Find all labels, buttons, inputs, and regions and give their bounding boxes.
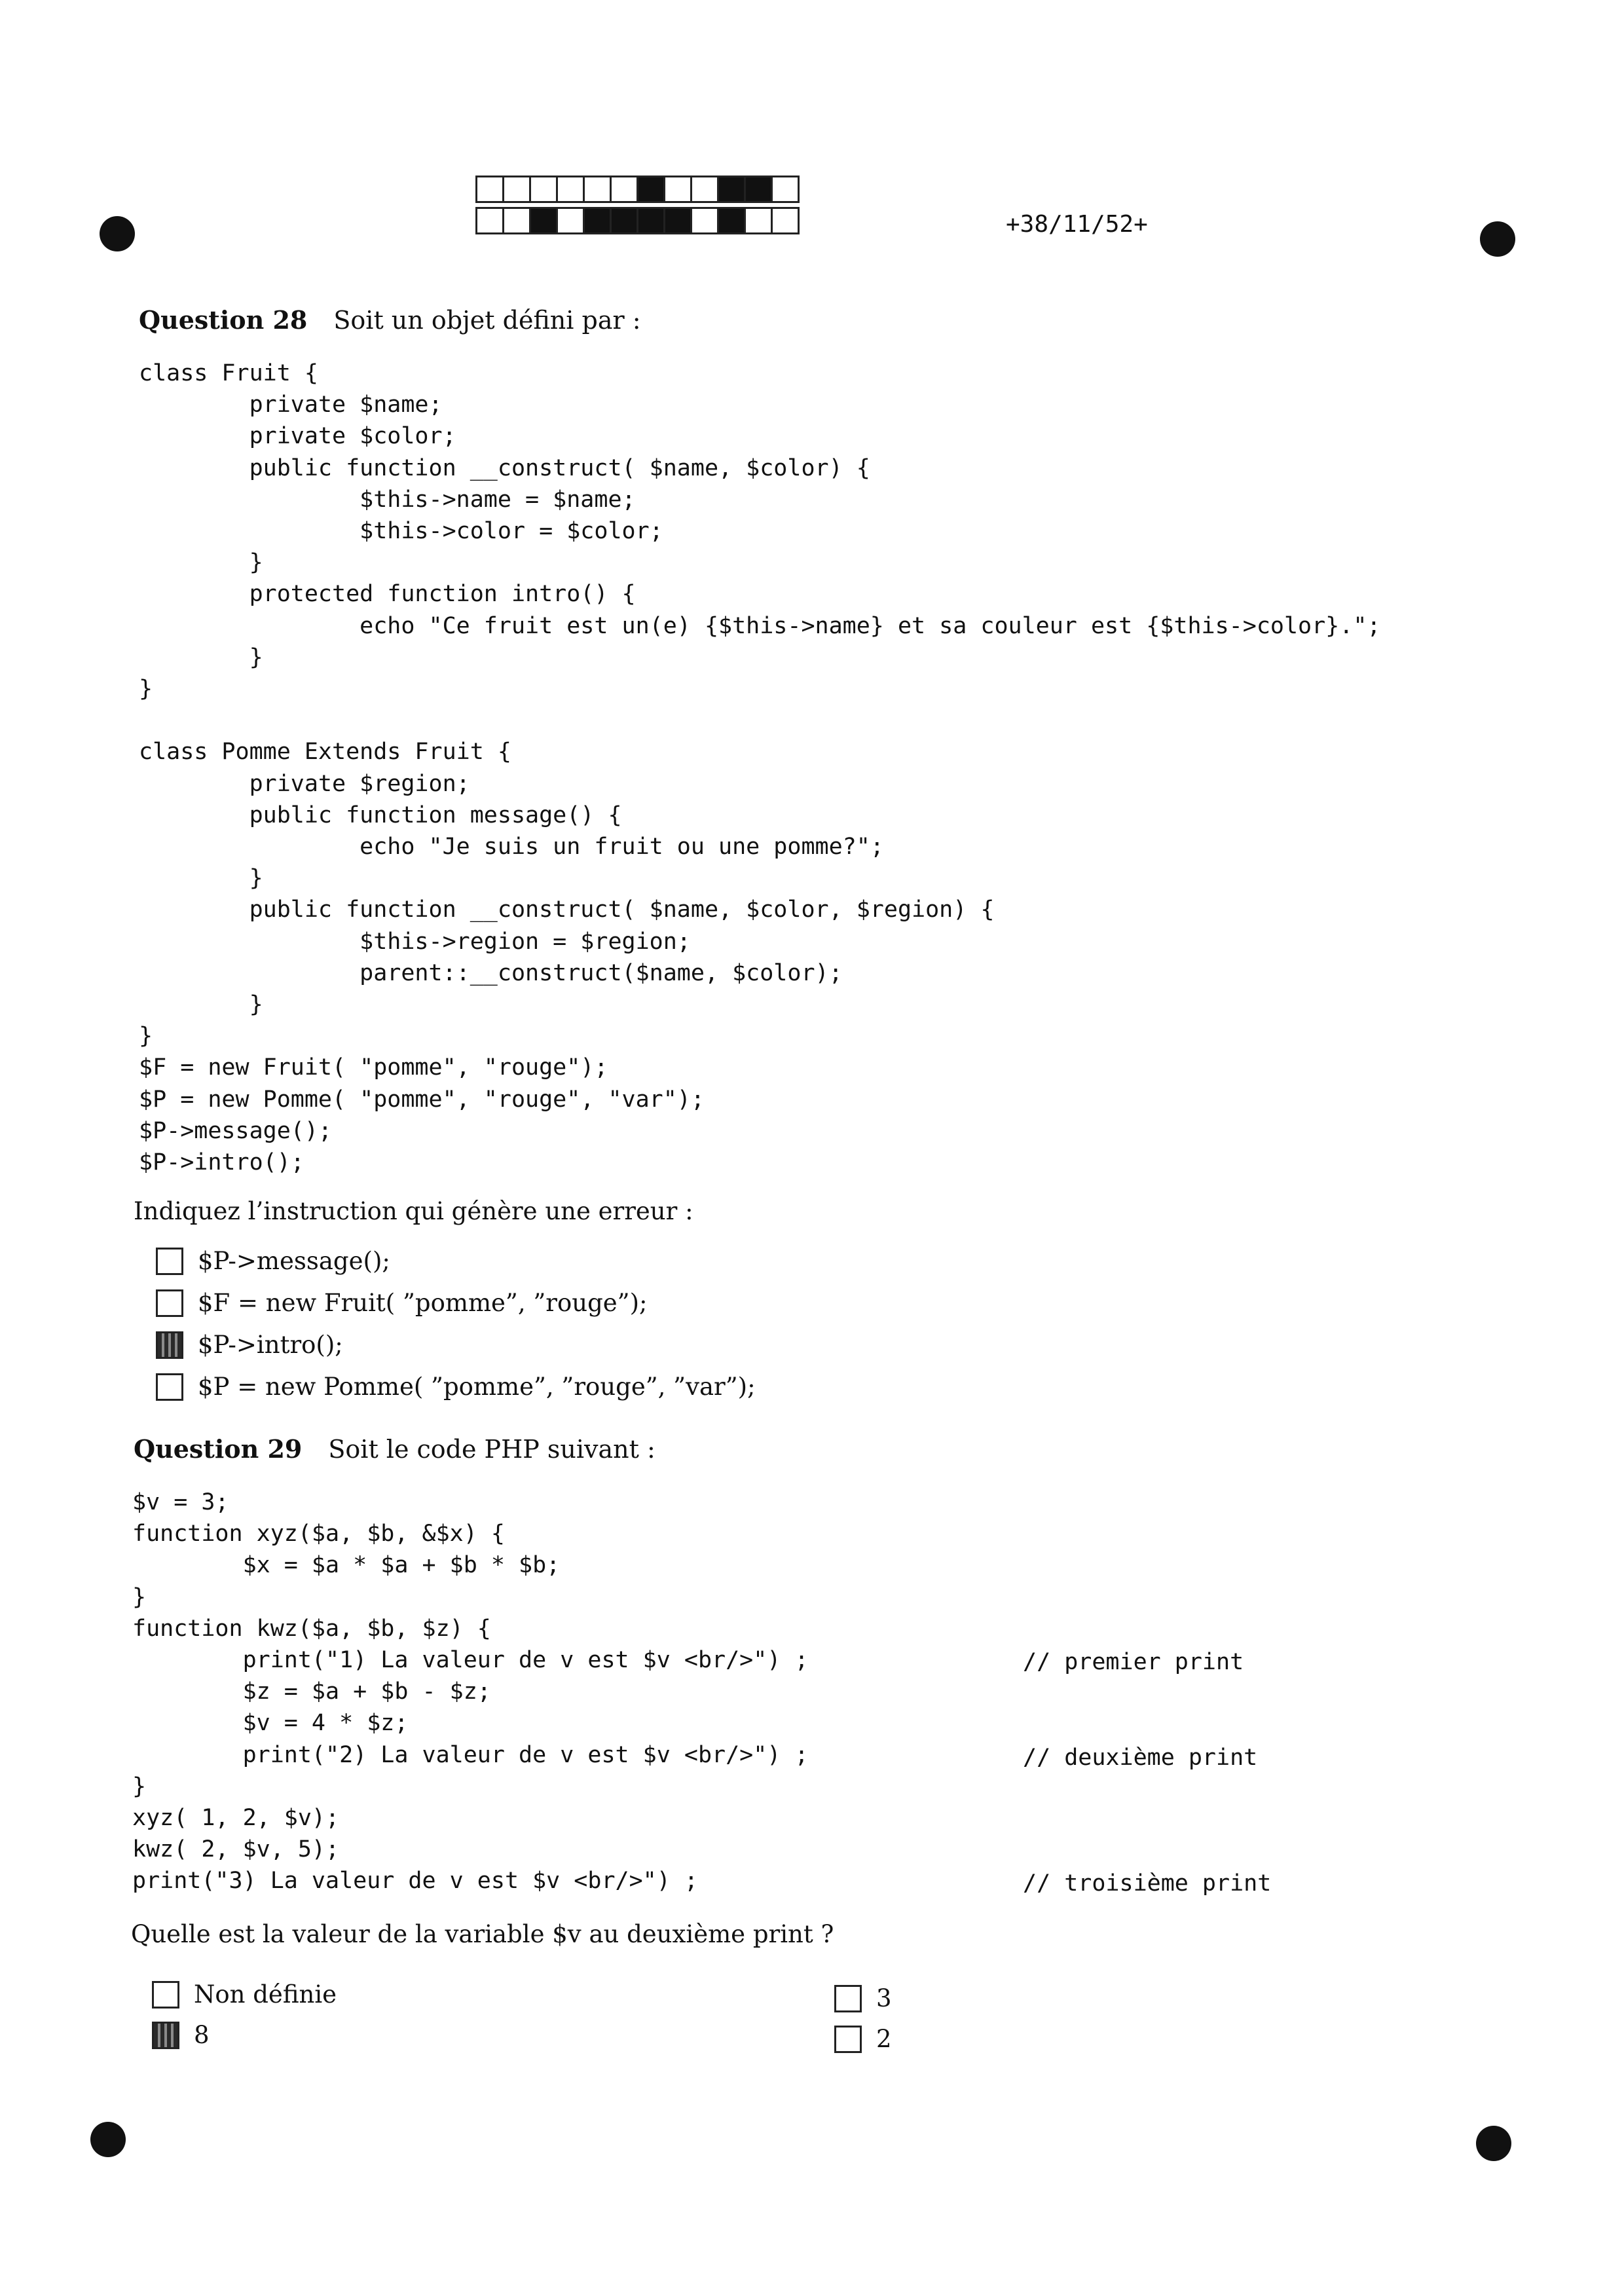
barcode-row [475, 176, 798, 203]
barcode-cell [610, 207, 638, 234]
barcode-cell [690, 207, 719, 234]
q28-choice-2[interactable] [156, 1289, 647, 1317]
checkbox[interactable] [834, 2026, 862, 2053]
checkbox[interactable] [156, 1248, 183, 1275]
question-intro: Soit un objet défini par : [333, 306, 641, 335]
choice-label: Non définie [194, 1980, 337, 2009]
barcode-cell [502, 207, 531, 234]
choice-label: 8 [194, 2021, 210, 2049]
q29-choice-non-definie[interactable] [152, 1980, 337, 2009]
barcode-cell [475, 176, 504, 203]
registration-mark-bottom-left [90, 2122, 126, 2157]
barcode-row [475, 207, 798, 234]
barcode-cell [744, 176, 773, 203]
barcode-cell [771, 207, 800, 234]
q28-choice-4[interactable] [156, 1373, 756, 1401]
question-number: Question 28 [139, 305, 308, 335]
question-intro: Soit le code PHP suivant : [328, 1435, 655, 1464]
registration-mark-top-left [100, 216, 135, 251]
barcode-cell [771, 176, 800, 203]
registration-mark-bottom-right [1476, 2126, 1511, 2161]
choice-label: $F = new Fruit( ”pomme”, ”rouge”); [198, 1289, 648, 1317]
barcode-cell [583, 207, 612, 234]
choice-label: $P = new Pomme( ”pomme”, ”rouge”, ”var”); [198, 1373, 756, 1401]
comment-troisieme-print: // troisième print [1023, 1870, 1272, 1897]
barcode-cell [529, 176, 558, 203]
question-29-code: $v = 3; function xyz($a, $b, &$x) { $x = $a * $a + $b * $b; } function kwz($a, $b, $z) { print("1) La valeur de v est $v <br/>") ; $z = $a + $b - $z; $v = 4 * $z; print("2) La valeur de v est $v <br/>") ; } xyz( 1, 2, $v); kwz( 2, $v, 5); print("3) La valeur de v est $v <br/>") ; [132, 1489, 809, 1895]
checkbox[interactable] [156, 1373, 183, 1401]
question-29-title [134, 1434, 655, 1464]
barcode-cell [610, 176, 638, 203]
barcode-cell [663, 207, 692, 234]
barcode-cell [556, 176, 585, 203]
q29-choice-2[interactable] [834, 2025, 892, 2053]
barcode-cell [475, 207, 504, 234]
barcode-cell [583, 176, 612, 203]
comment-premier-print: // premier print [1023, 1649, 1244, 1675]
barcode-cell [717, 207, 746, 234]
checkbox[interactable] [152, 1981, 179, 2009]
choice-label: $P->message(); [198, 1247, 390, 1275]
question-28-title [139, 305, 641, 335]
q28-choice-3[interactable] [156, 1331, 343, 1359]
q29-choice-3[interactable] [834, 1984, 892, 2012]
q29-choice-8[interactable] [152, 2021, 210, 2049]
checkbox[interactable] [156, 1289, 183, 1317]
barcode-cell [690, 176, 719, 203]
choice-label: 3 [876, 1984, 892, 2012]
checkbox-checked[interactable] [152, 2022, 179, 2049]
registration-mark-top-right [1480, 221, 1515, 257]
question-28-prompt: Indiquez l’instruction qui génère une erreur : [134, 1197, 693, 1225]
barcode-cell [663, 176, 692, 203]
comment-deuxieme-print: // deuxième print [1023, 1745, 1258, 1771]
choice-label: $P->intro(); [198, 1331, 343, 1359]
exam-id: +38/11/52+ [1006, 211, 1148, 238]
question-29-prompt: Quelle est la valeur de la variable $v au deuxième print ? [131, 1920, 834, 1948]
barcode-cell [717, 176, 746, 203]
barcode-cell [637, 176, 665, 203]
checkbox-checked[interactable] [156, 1331, 183, 1359]
q28-choice-1[interactable] [156, 1247, 390, 1275]
choice-label: 2 [876, 2025, 892, 2053]
barcode-cell [744, 207, 773, 234]
question-28-code: class Fruit { private $name; private $color; public function __construct( $name, $color) { $this->name = $name; $this->color = $color; } protected function intro() { echo "Ce fruit est un(e) {$this->name} et sa couleur est {$this->color}."; } } class Pomme Extends Fruit { private $region; public function message() { echo "Je suis un fruit ou une pomme?"; } public function __construct( $name, $color, $region) { $this->region = $region; parent::__construct($name, $color); } } $F = new Fruit( "pomme", "rouge"); $P = new Pomme( "pomme", "rouge", "var"); $P->message(); $P->intro(); [139, 360, 1381, 1176]
checkbox[interactable] [834, 1985, 862, 2012]
barcode-cell [556, 207, 585, 234]
barcode-cell [637, 207, 665, 234]
barcode-cell [502, 176, 531, 203]
barcode-cell [529, 207, 558, 234]
question-number: Question 29 [134, 1434, 303, 1464]
